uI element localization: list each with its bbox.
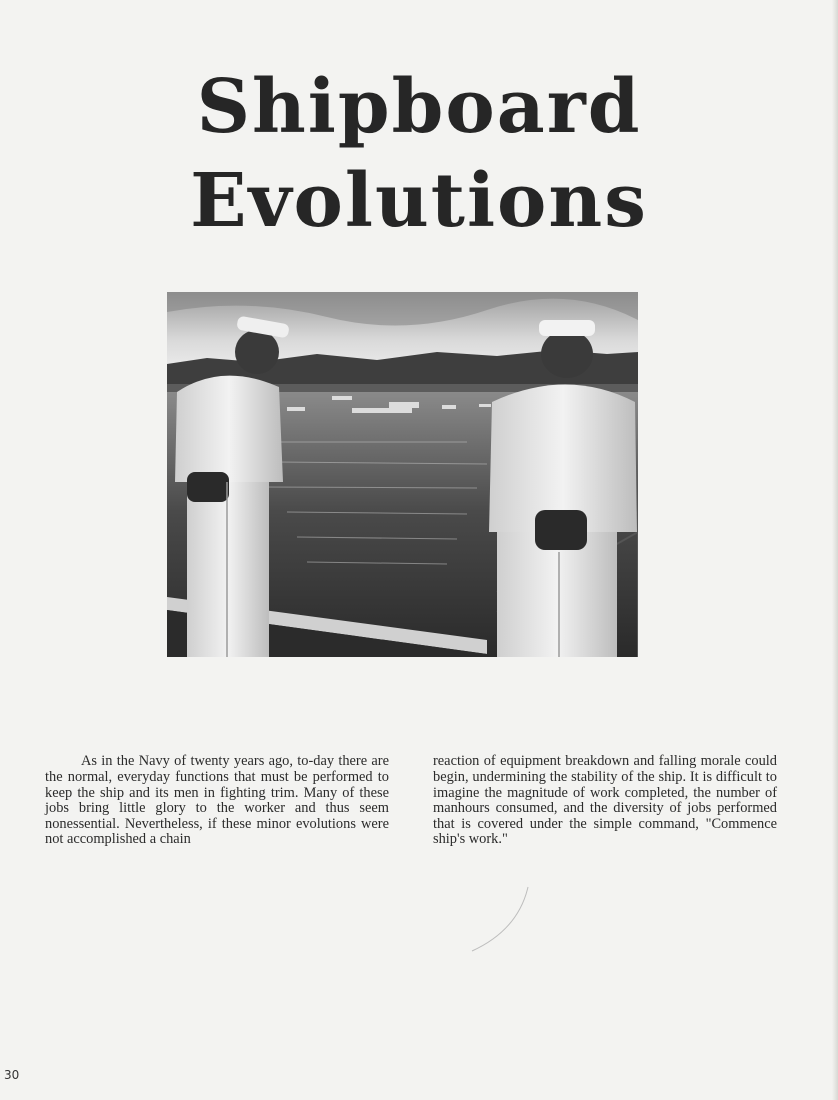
- body-text-left-column: As in the Navy of twenty years ago, to-day there are the normal, everyday functions that must be performed to keep the ship and its men in fighting trim. Many of these jobs bring little glory to the worker and thus seem nonessential. Nevertheless, if these minor evolutions were not accomplished a chain: [45, 753, 389, 848]
- page-title-line-2: Evolutions: [190, 158, 648, 244]
- harbor-photo: [167, 292, 638, 657]
- page-number: 30: [4, 1068, 20, 1082]
- body-text-right-column: reaction of equipment breakdown and falling morale could begin, undermining the stability of the ship. It is difficult to imagine the magnitude of work completed, the number of manhours consumed, and the diversity of jobs performed that is covered under the simple command, "Commence ship's work.": [433, 753, 777, 848]
- page-title-line-1: Shipboard: [196, 64, 642, 150]
- pencil-mark: [468, 885, 538, 955]
